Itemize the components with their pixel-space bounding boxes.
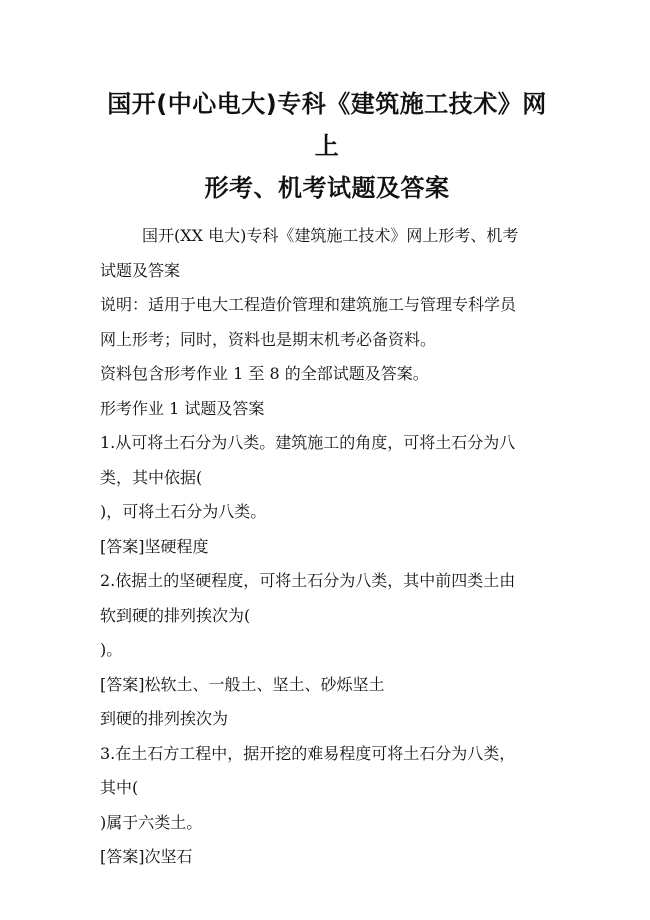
question-2-line-3: )。: [100, 640, 123, 659]
question-3-line-3: )属于六类土。: [100, 812, 203, 832]
question-3-line-1: 3.在土石方工程中，据开挖的难易程度可将土石分为八类，: [100, 743, 516, 763]
section-heading: 形考作业 1 试题及答案: [100, 398, 265, 418]
intro-line-1: 国开(XX 电大)专科《建筑施工技术》网上形考、机考: [142, 226, 519, 245]
answer-1: [答案]坚硬程度: [100, 536, 209, 556]
answer-2: [答案]松软土、一般土、坚土、砂烁坚土: [100, 674, 385, 694]
question-2-line-2: 软到硬的排列挨次为(: [100, 605, 251, 625]
question-1-line-3: )，可将土石分为八类。: [100, 502, 267, 521]
note-line-2: 网上形考；同时，资料也是期末机考必备资料。: [100, 329, 437, 349]
answer-3: [答案]次坚石: [100, 847, 193, 866]
question-3-line-2: 其中(: [100, 778, 139, 797]
title-line-1: 国开(中心电大)专科《建筑施工技术》网上: [107, 90, 547, 160]
question-2-line-1: 2.依据土的坚硬程度，可将土石分为八类，其中前四类土由: [100, 571, 516, 590]
includes-text: 资料包含形考作业 1 至 8 的全部试题及答案。: [100, 364, 429, 383]
question-1-line-2: 类，其中依据(: [100, 467, 203, 487]
note-line-1: 说明：适用于电大工程造价管理和建筑施工与管理专科学员: [100, 295, 517, 314]
title-line-2: 形考、机考试题及答案: [204, 174, 450, 202]
answer-2-extra: 到硬的排列挨次为: [100, 709, 229, 728]
document-title: [100, 83, 554, 209]
intro-line-2: 试题及答案: [100, 260, 181, 280]
question-1-line-1: 1.从可将土石分为八类。建筑施工的角度，可将土石分为八: [100, 433, 516, 452]
